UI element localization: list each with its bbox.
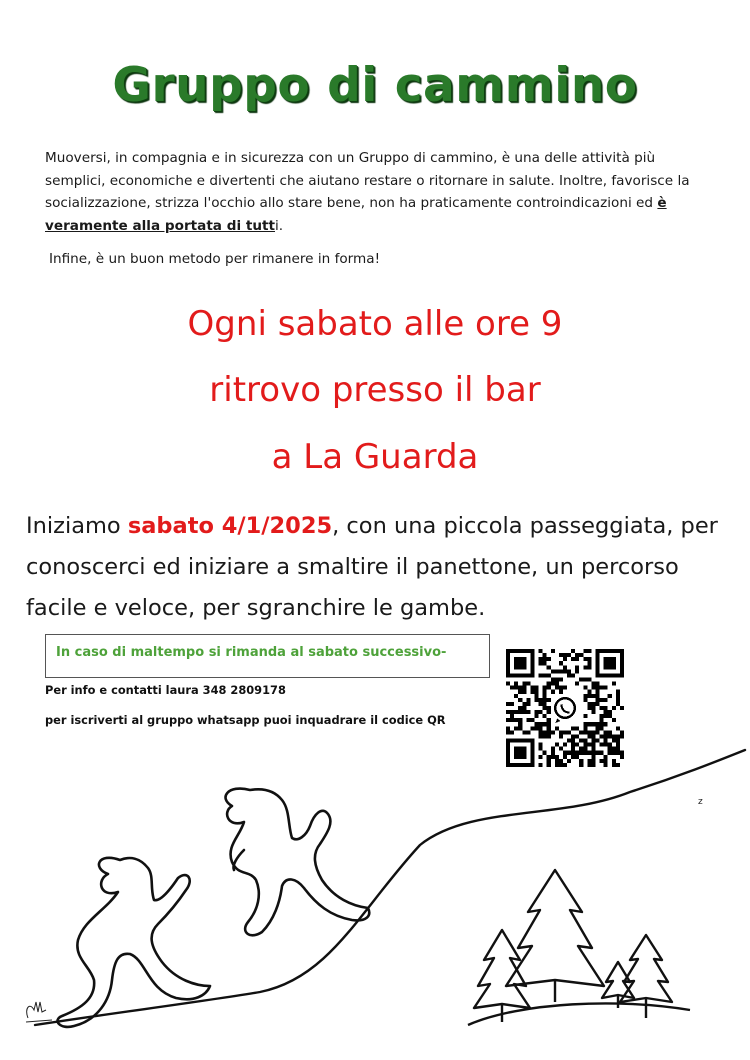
intro-emphasis: è veramente alla portata di tutt [45,195,667,234]
start-text-rest: , con una piccola passeggiata, per conoscerci ed iniziare a smaltire il panettone, un percorso facile e veloce, per sgranchire le gambe. [26,513,718,621]
intro-closing: Infine, è un buon metodo per rimanere in forma! [49,251,381,267]
intro-text-end: i. [275,217,284,234]
start-paragraph [26,506,736,629]
artist-signature [26,1002,52,1022]
intro-text: Muoversi, in compagnia e in sicurezza con un Gruppo di cammino, è una delle attività più semplici, economiche e divertenti che aiutano restare o ritornare in salute. Inoltre, favorisce la socializzazione, strizza l'occhio allo stare bene, non ha praticamente controindicazioni ed [45,150,690,212]
meeting-location: a La Guarda [271,437,479,477]
start-text: Iniziamo [26,513,128,539]
contact-info: Per info e contatti laura 348 2809178 [45,683,286,697]
stray-mark: z [698,797,703,807]
walker-figure-back [58,858,210,1027]
whatsapp-info: per iscriverti al gruppo whatsapp puoi inquadrare il codice QR [45,713,446,727]
intro-paragraph [45,147,705,237]
hiking-illustration [0,740,750,1060]
weather-note: In caso di maltempo si rimanda al sabato successivo- [56,645,447,660]
walker-figure-front [226,789,370,936]
meeting-day-time: Ogni sabato alle ore 9 [187,304,563,344]
page-title: Gruppo di cammino [112,58,638,113]
pine-trees-illustration [468,870,690,1025]
start-date: sabato 4/1/2025 [127,513,333,539]
meeting-place: ritrovo presso il bar [209,370,541,410]
weather-note-box [45,634,490,678]
